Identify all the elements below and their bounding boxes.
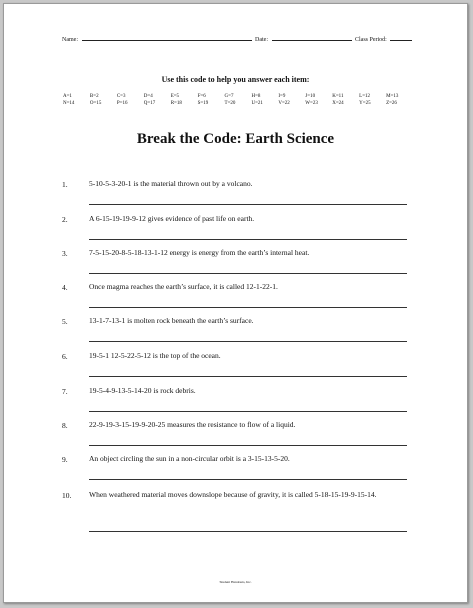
code-entry: J=10: [305, 94, 316, 99]
question-text: When weathered material moves downslope because of gravity, it is called 5-18-15-19-9-15-14.: [89, 490, 377, 499]
answer-line[interactable]: [89, 204, 407, 205]
question-number: 1.: [62, 180, 68, 189]
answer-line[interactable]: [89, 273, 407, 274]
question-text: An object circling the sun in a non-circular orbit is a 3-15-13-5-20.: [89, 454, 290, 463]
code-instructions: Use this code to help you answer each item:: [161, 75, 310, 84]
worksheet-title: Break the Code: Earth Science: [136, 131, 335, 147]
name-label: Name:: [62, 37, 78, 43]
class-period-label: Class Period:: [355, 37, 387, 43]
code-entry: Q=17: [143, 101, 156, 106]
code-entry: G=7: [224, 94, 234, 99]
worksheet-page: [3, 3, 468, 603]
date-label: Date:: [255, 37, 268, 43]
question-number: 10.: [62, 491, 72, 500]
question-text: A 6-15-19-19-9-12 gives evidence of past life on earth.: [89, 214, 255, 223]
answer-line[interactable]: [89, 376, 407, 377]
question-text: 22-9-19-3-15-19-9-20-25 measures the resistance to flow of a liquid.: [89, 420, 296, 429]
question-text: 19-5-1 12-5-22-5-12 is the top of the ocean.: [89, 351, 221, 360]
question-number: 9.: [62, 455, 68, 464]
answer-line[interactable]: [89, 411, 407, 412]
question-number: 8.: [62, 421, 68, 430]
question-number: 4.: [62, 283, 68, 292]
answer-line[interactable]: [89, 445, 407, 446]
code-entry: S=19: [197, 101, 209, 106]
footer-credit: Student Handouts, Inc.: [219, 580, 252, 584]
code-entry: F=6: [197, 94, 206, 99]
answer-line[interactable]: [89, 239, 407, 240]
code-entry: X=24: [332, 101, 344, 106]
code-entry: H=8: [251, 94, 261, 99]
code-entry: R=18: [170, 101, 182, 106]
question-number: 6.: [62, 352, 68, 361]
header-line: [62, 34, 422, 43]
code-entry: B=2: [89, 94, 99, 99]
question-number: 3.: [62, 249, 68, 258]
answer-line[interactable]: [89, 479, 407, 480]
question-text: 5-10-5-3-20-1 is the material thrown out by a volcano.: [89, 179, 253, 188]
code-entry: K=11: [332, 94, 344, 99]
code-entry: U=21: [251, 101, 263, 106]
code-entry: C=3: [116, 94, 126, 99]
code-entry: N=14: [63, 101, 75, 106]
code-entry: V=22: [278, 101, 290, 106]
code-entry: Y=25: [359, 101, 371, 106]
code-entry: D=4: [143, 94, 153, 99]
code-entry: L=12: [359, 94, 371, 99]
name-blank: [82, 34, 252, 41]
answer-line[interactable]: [89, 531, 407, 532]
question-text: 7-5-15-20-8-5-18-13-1-12 energy is energy from the earth’s internal heat.: [89, 248, 310, 257]
question-text: Once magma reaches the earth’s surface, it is called 12-1-22-1.: [89, 282, 278, 291]
question-number: 7.: [62, 387, 68, 396]
code-key-grid: [63, 94, 413, 106]
code-entry: P=16: [116, 101, 128, 106]
answer-line[interactable]: [89, 341, 407, 342]
class-period-blank: [390, 34, 412, 41]
code-entry: W=23: [305, 101, 318, 106]
date-blank: [272, 34, 352, 41]
question-text: 13-1-7-13-1 is molten rock beneath the earth’s surface.: [89, 316, 254, 325]
question-number: 5.: [62, 317, 68, 326]
question-number: 2.: [62, 215, 68, 224]
code-entry: T=20: [224, 101, 236, 106]
code-entry: M=13: [386, 94, 399, 99]
code-entry: O=15: [89, 101, 102, 106]
code-entry: I=9: [278, 94, 286, 99]
code-entry: E=5: [170, 94, 180, 99]
answer-line[interactable]: [89, 307, 407, 308]
question-text: 19-5-4-9-13-5-14-20 is rock debris.: [89, 386, 196, 395]
code-entry: A=1: [63, 94, 72, 99]
code-entry: Z=26: [386, 101, 397, 106]
